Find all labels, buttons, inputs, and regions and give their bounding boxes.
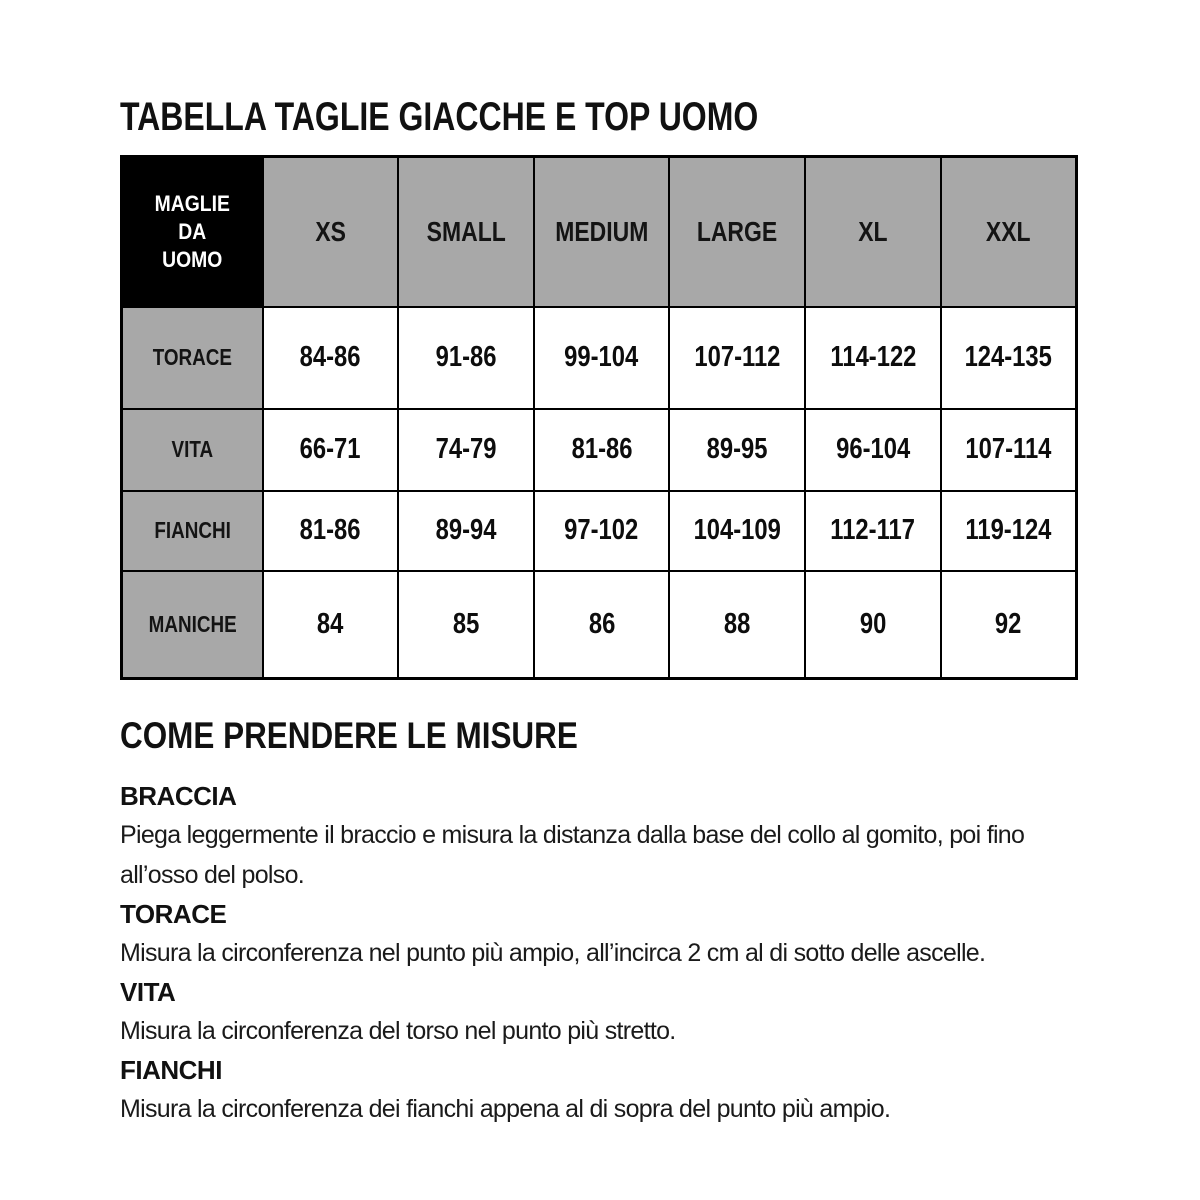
cell-maniche-large bbox=[669, 571, 805, 679]
column-header-label: LARGE bbox=[697, 215, 778, 247]
cell-value: 74-79 bbox=[435, 433, 497, 465]
cell-value: 104-109 bbox=[693, 514, 781, 546]
cell-vita-xl bbox=[805, 409, 941, 491]
measure-item-label: TORACE bbox=[120, 899, 227, 929]
cell-value: 81-86 bbox=[299, 514, 361, 546]
cell-torace-small bbox=[398, 307, 534, 409]
row-label-vita bbox=[122, 409, 263, 491]
measure-item-label: BRACCIA bbox=[120, 781, 237, 811]
page-title bbox=[120, 95, 918, 139]
cell-value: 81-86 bbox=[571, 433, 633, 465]
cell-fianchi-xl bbox=[805, 491, 941, 571]
cell-value: 124-135 bbox=[964, 341, 1053, 373]
cell-value: 112-117 bbox=[830, 514, 916, 546]
cell-value: 96-104 bbox=[835, 433, 910, 465]
cell-value: 91-86 bbox=[435, 341, 497, 373]
measure-item-text: Misura la circonferenza nel punto più ampio, all’incirca 2 cm al di sotto delle ascelle. bbox=[120, 939, 986, 967]
cell-maniche-small bbox=[398, 571, 534, 679]
measure-item-torace bbox=[120, 895, 1082, 973]
column-header-label: XXL bbox=[986, 215, 1031, 247]
cell-maniche-xl bbox=[805, 571, 941, 679]
section-heading bbox=[120, 713, 1082, 759]
cell-torace-medium bbox=[534, 307, 670, 409]
corner-label-line: MAGLIE bbox=[154, 190, 230, 216]
cell-value: 89-94 bbox=[435, 514, 497, 546]
column-header-small bbox=[398, 157, 534, 307]
corner-label-line: UOMO bbox=[162, 246, 223, 272]
cell-maniche-xs bbox=[263, 571, 399, 679]
column-header-xxl bbox=[941, 157, 1077, 307]
row-label-text: VITA bbox=[171, 436, 214, 462]
table-row-torace bbox=[122, 307, 1077, 409]
cell-fianchi-large bbox=[669, 491, 805, 571]
cell-vita-small bbox=[398, 409, 534, 491]
measure-item-text: Misura la circonferenza dei fianchi appena al di sopra del punto più ampio. bbox=[120, 1095, 891, 1123]
column-header-label: XL bbox=[858, 215, 888, 247]
cell-fianchi-xxl bbox=[941, 491, 1077, 571]
cell-torace-large bbox=[669, 307, 805, 409]
cell-value: 97-102 bbox=[564, 514, 639, 546]
table-row-vita bbox=[122, 409, 1077, 491]
cell-value: 85 bbox=[452, 607, 480, 640]
row-label-text: MANICHE bbox=[148, 610, 237, 637]
cell-vita-xxl bbox=[941, 409, 1077, 491]
measure-item-text: Piega leggermente il braccio e misura la distanza dalla base del collo al gomito, poi fino all’osso del polso. bbox=[120, 821, 1025, 889]
cell-value: 107-112 bbox=[694, 341, 781, 373]
cell-value: 66-71 bbox=[299, 433, 361, 465]
column-header-xs bbox=[263, 157, 399, 307]
column-header-xl bbox=[805, 157, 941, 307]
measure-instructions-section bbox=[120, 713, 1082, 1129]
row-label-fianchi bbox=[122, 491, 263, 571]
column-header-label: SMALL bbox=[426, 215, 506, 247]
corner-label-line: DA bbox=[178, 218, 207, 244]
cell-maniche-xxl bbox=[941, 571, 1077, 679]
section-heading-text: COME PRENDERE LE MISURE bbox=[120, 715, 578, 756]
cell-value: 89-95 bbox=[706, 433, 768, 465]
cell-vita-medium bbox=[534, 409, 670, 491]
table-row-fianchi bbox=[122, 491, 1077, 571]
column-header-medium bbox=[534, 157, 670, 307]
cell-torace-xl bbox=[805, 307, 941, 409]
column-header-label: XS bbox=[315, 215, 346, 247]
cell-value: 92 bbox=[995, 607, 1022, 640]
column-header-label: MEDIUM bbox=[555, 215, 649, 247]
size-table-corner-cell bbox=[122, 157, 263, 307]
cell-value: 114-122 bbox=[829, 341, 916, 373]
cell-torace-xs bbox=[263, 307, 399, 409]
size-table-header-row bbox=[122, 157, 1077, 307]
cell-value: 84-86 bbox=[299, 341, 361, 373]
measure-item-fianchi bbox=[120, 1051, 1082, 1129]
row-label-text: FIANCHI bbox=[154, 517, 231, 543]
cell-value: 107-114 bbox=[965, 433, 1052, 465]
cell-value: 88 bbox=[724, 607, 751, 640]
measure-item-text: Misura la circonferenza del torso nel punto più stretto. bbox=[120, 1017, 676, 1045]
cell-value: 99-104 bbox=[564, 341, 639, 373]
measure-item-label: VITA bbox=[120, 977, 176, 1007]
size-table bbox=[120, 155, 1078, 680]
page-title-text: TABELLA TAGLIE GIACCHE E TOP UOMO bbox=[120, 95, 759, 139]
cell-vita-large bbox=[669, 409, 805, 491]
measure-item-braccia bbox=[120, 777, 1082, 895]
cell-fianchi-small bbox=[398, 491, 534, 571]
row-label-text: TORACE bbox=[152, 344, 232, 370]
measure-item-label: FIANCHI bbox=[120, 1055, 222, 1085]
measure-item-vita bbox=[120, 973, 1082, 1051]
cell-value: 119-124 bbox=[965, 514, 1052, 546]
cell-maniche-medium bbox=[534, 571, 670, 679]
cell-vita-xs bbox=[263, 409, 399, 491]
cell-value: 90 bbox=[859, 607, 887, 640]
column-header-large bbox=[669, 157, 805, 307]
cell-fianchi-xs bbox=[263, 491, 399, 571]
cell-fianchi-medium bbox=[534, 491, 670, 571]
table-row-maniche bbox=[122, 571, 1077, 679]
row-label-torace bbox=[122, 307, 263, 409]
cell-value: 86 bbox=[588, 607, 615, 640]
cell-value: 84 bbox=[317, 607, 344, 640]
cell-torace-xxl bbox=[941, 307, 1077, 409]
row-label-maniche bbox=[122, 571, 263, 679]
